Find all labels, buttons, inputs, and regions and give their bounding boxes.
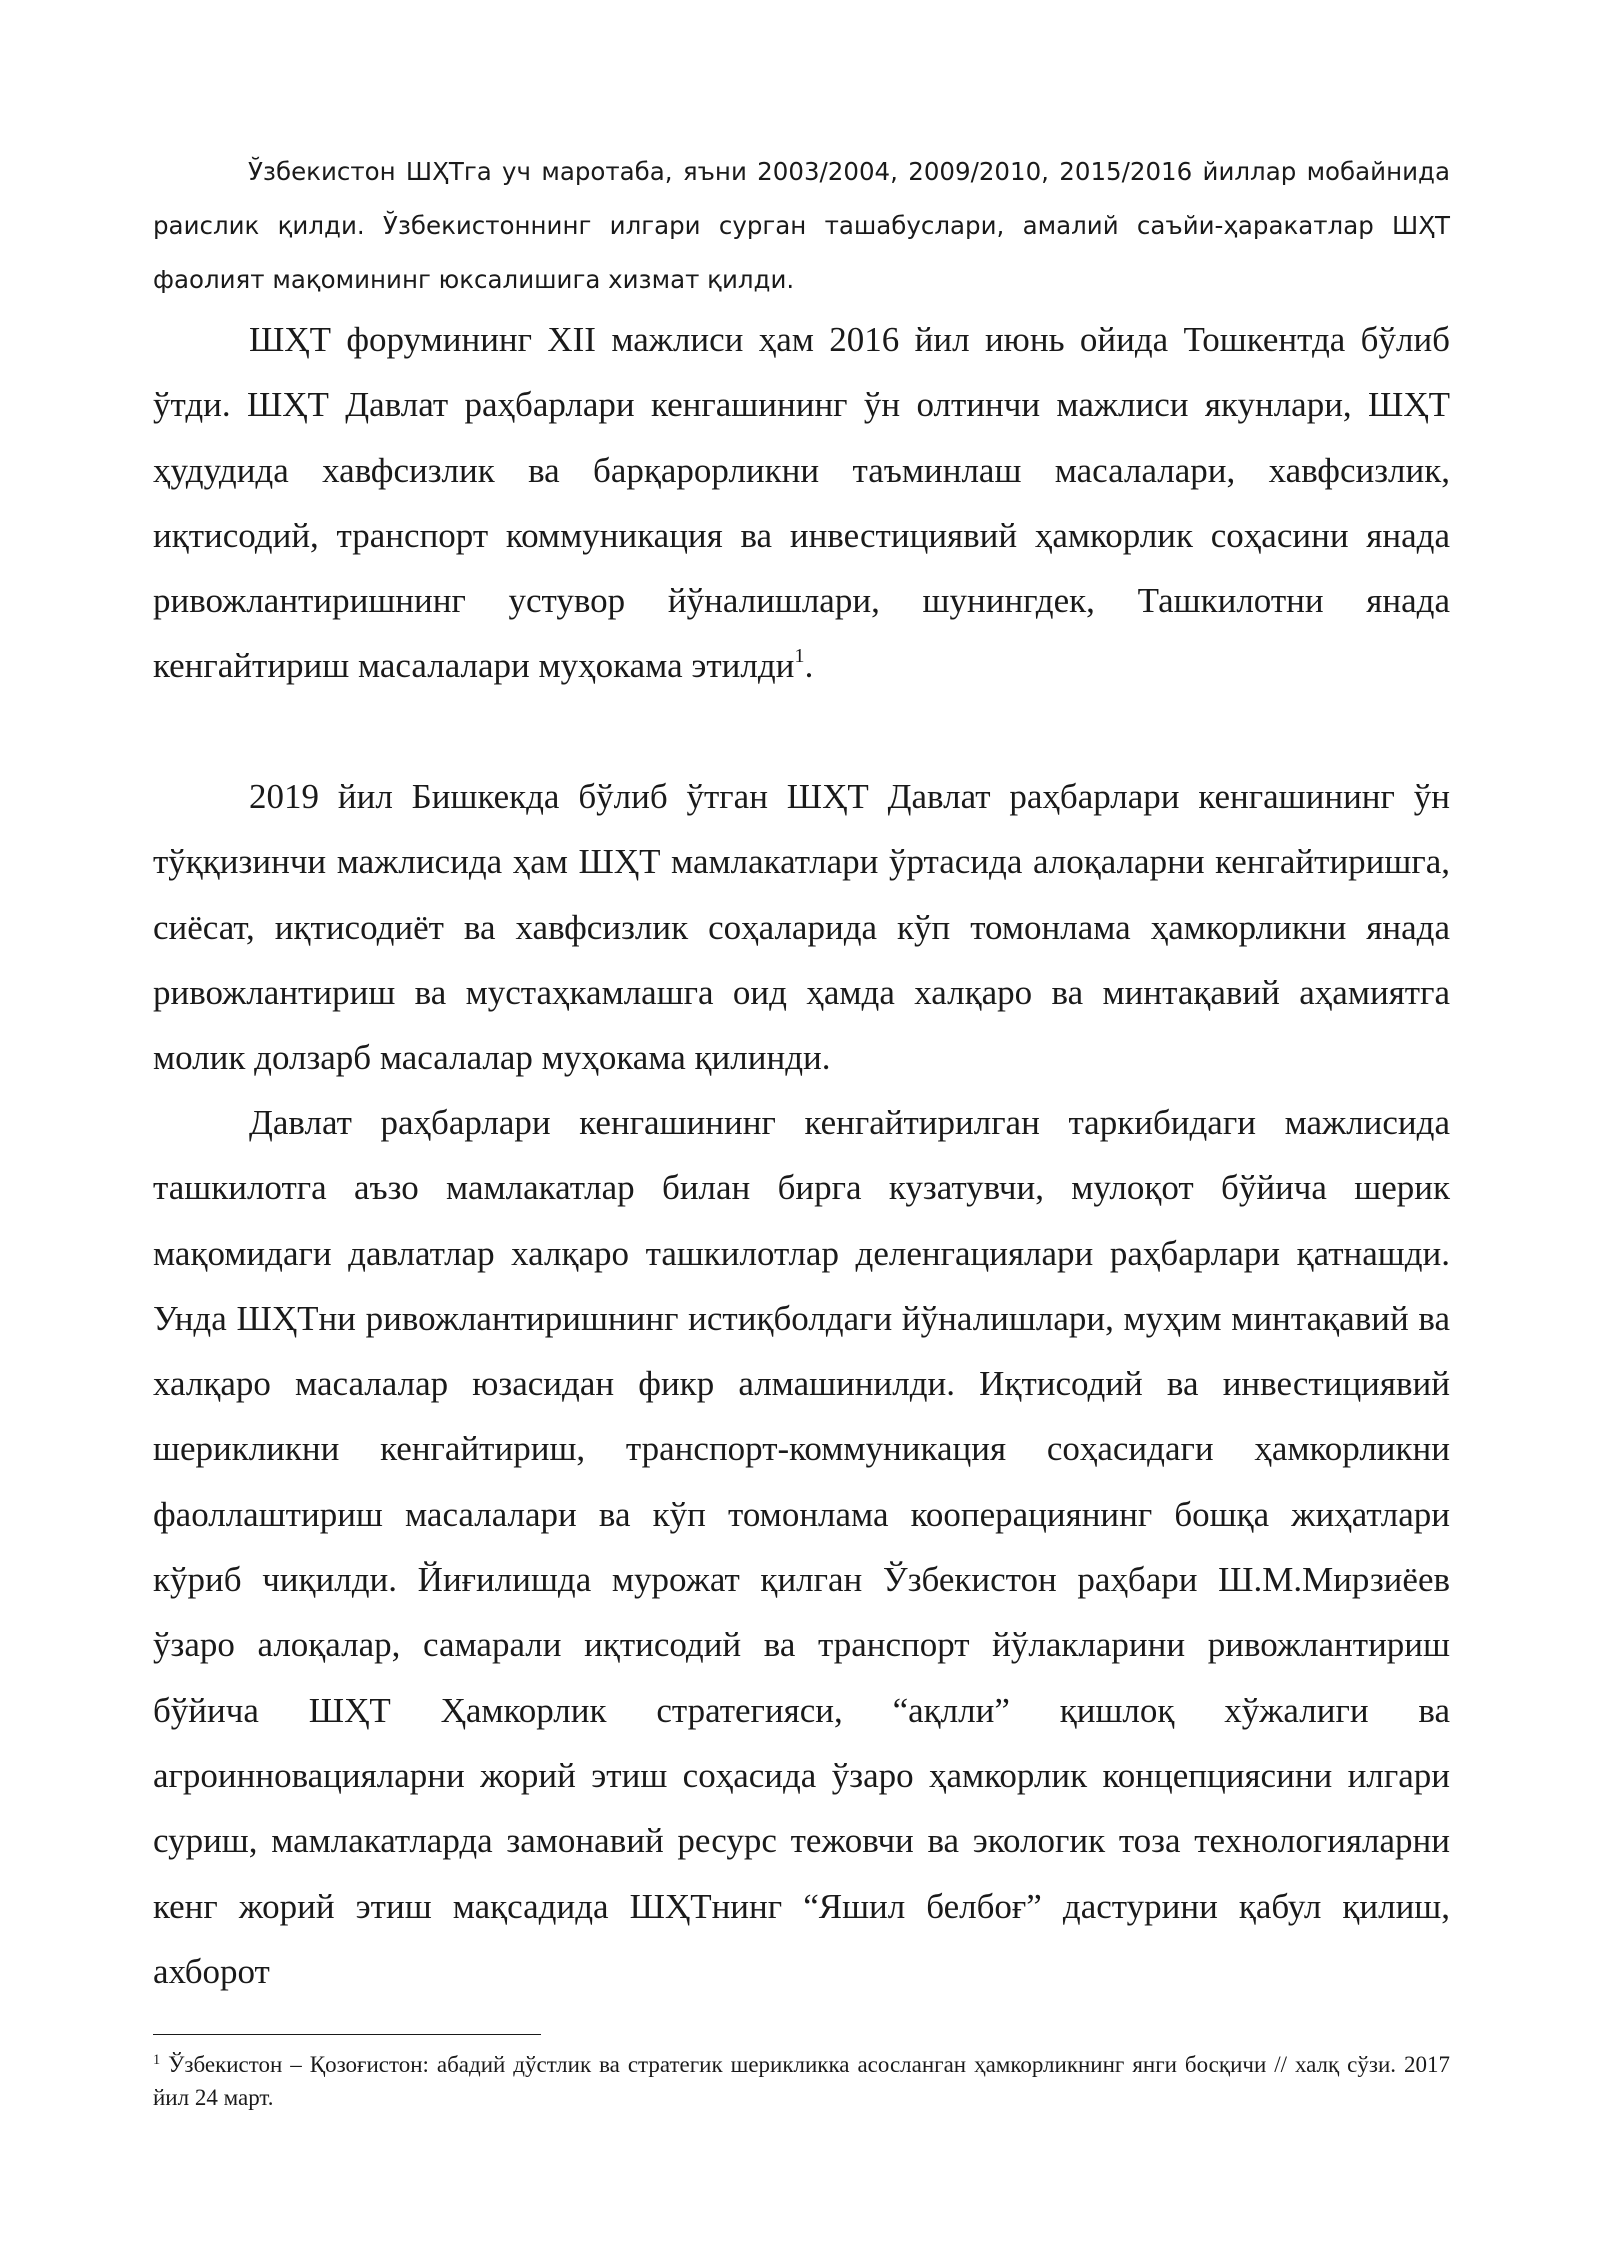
intro-paragraph: Ўзбекистон ШҲТга уч маротаба, яъни 2003/2004, 2009/2010, 2015/2016 йиллар мобайнида раислик қилди. Ўзбекистоннинг илгари сурган ташабуслари, амалий саъйи-ҳаракатлар ШҲТ фаолият мақомининг юксалишига хизмат қилди. [153,157,1450,294]
footnote [153,2048,1450,2114]
footnote-separator [153,2034,541,2035]
paragraph-sco-forum [153,307,1450,699]
footnote-reference[interactable]: 1 [794,645,805,668]
paragraph-end: . [804,646,814,686]
paragraph-bishkek-meeting: 2019 йил Бишкекда бўлиб ўтган ШҲТ Давлат раҳбарлари кенгашининг ўн тўққизинчи мажлисида ҳам ШҲТ мамлакатлари ўртасида алоқаларни кенгайтиришга, сиёсат, иқтисодиёт ва хавфсизлик соҳаларида кўп томонлама ҳамкорликни янада ривожлантириш ва мустаҳкамлашга оид ҳамда халқаро ва минтақавий аҳамиятга молик долзарб масалалар муҳокама қилинди. [153,777,1450,1078]
footnote-text: Ўзбекистон – Қозоғистон: абадий дўстлик ва стратегик шерикликка асосланган ҳамкорликнинг янги босқичи // халқ сўзи. 2017 йил 24 март. [153,2052,1450,2110]
footnote-marker: 1 [153,2052,161,2069]
paragraph-text: ШҲТ форумининг XII мажлиси ҳам 2016 йил июнь ойида Тошкентда бўлиб ўтди. ШҲТ Давлат раҳбарлари кенгашининг ўн олтинчи мажлиси якунлари, ШҲТ ҳудудида хавфсизлик ва барқарорликни таъминлаш масалалари, хавфсизлик, иқтисодий, транспорт коммуникация ва инвестициявий ҳамкорлик соҳасини янада ривожлантиришнинг устувор йўналишлари, шунингдек, Ташкилотни янада кенгайтириш масалалари муҳокама этилди [153,320,1450,686]
paragraph-expanded-meeting: Давлат раҳбарлари кенгашининг кенгайтирилган таркибидаги мажлисида ташкилотга аъзо мамлакатлар билан бирга кузатувчи, мулоқот бўйича шерик мақомидаги давлатлар халқаро ташкилотлар деленгациялари раҳбарлари қатнашди. Унда ШҲТни ривожлантиришнинг истиқболдаги йўналишлари, муҳим минтақавий ва халқаро масалалар юзасидан фикр алмашинилди. Иқтисодий ва инвестициявий шерикликни кенгайтириш, транспорт-коммуникация соҳасидаги ҳамкорликни фаоллаштириш масалалари ва кўп томонлама кооперациянинг бошқа жиҳатлари кўриб чиқилди. Йиғилишда мурожат қилган Ўзбекистон раҳбари Ш.М.Мирзиёев ўзаро алоқалар, самарали иқтисодий ва транспорт йўлакларини ривожлантириш бўйича ШҲТ Ҳамкорлик стратегияси, “ақлли” қишлоқ хўжалиги ва агроинновацияларни жорий этиш соҳасида ўзаро ҳамкорлик концепциясини илгари суриш, мамлакатларда замонавий ресурс тежовчи ва экологик тоза технологияларни кенг жорий этиш мақсадида ШҲТнинг “Яшил белбоғ” дастурини қабул қилиш, ахборот [153,1103,1450,1991]
